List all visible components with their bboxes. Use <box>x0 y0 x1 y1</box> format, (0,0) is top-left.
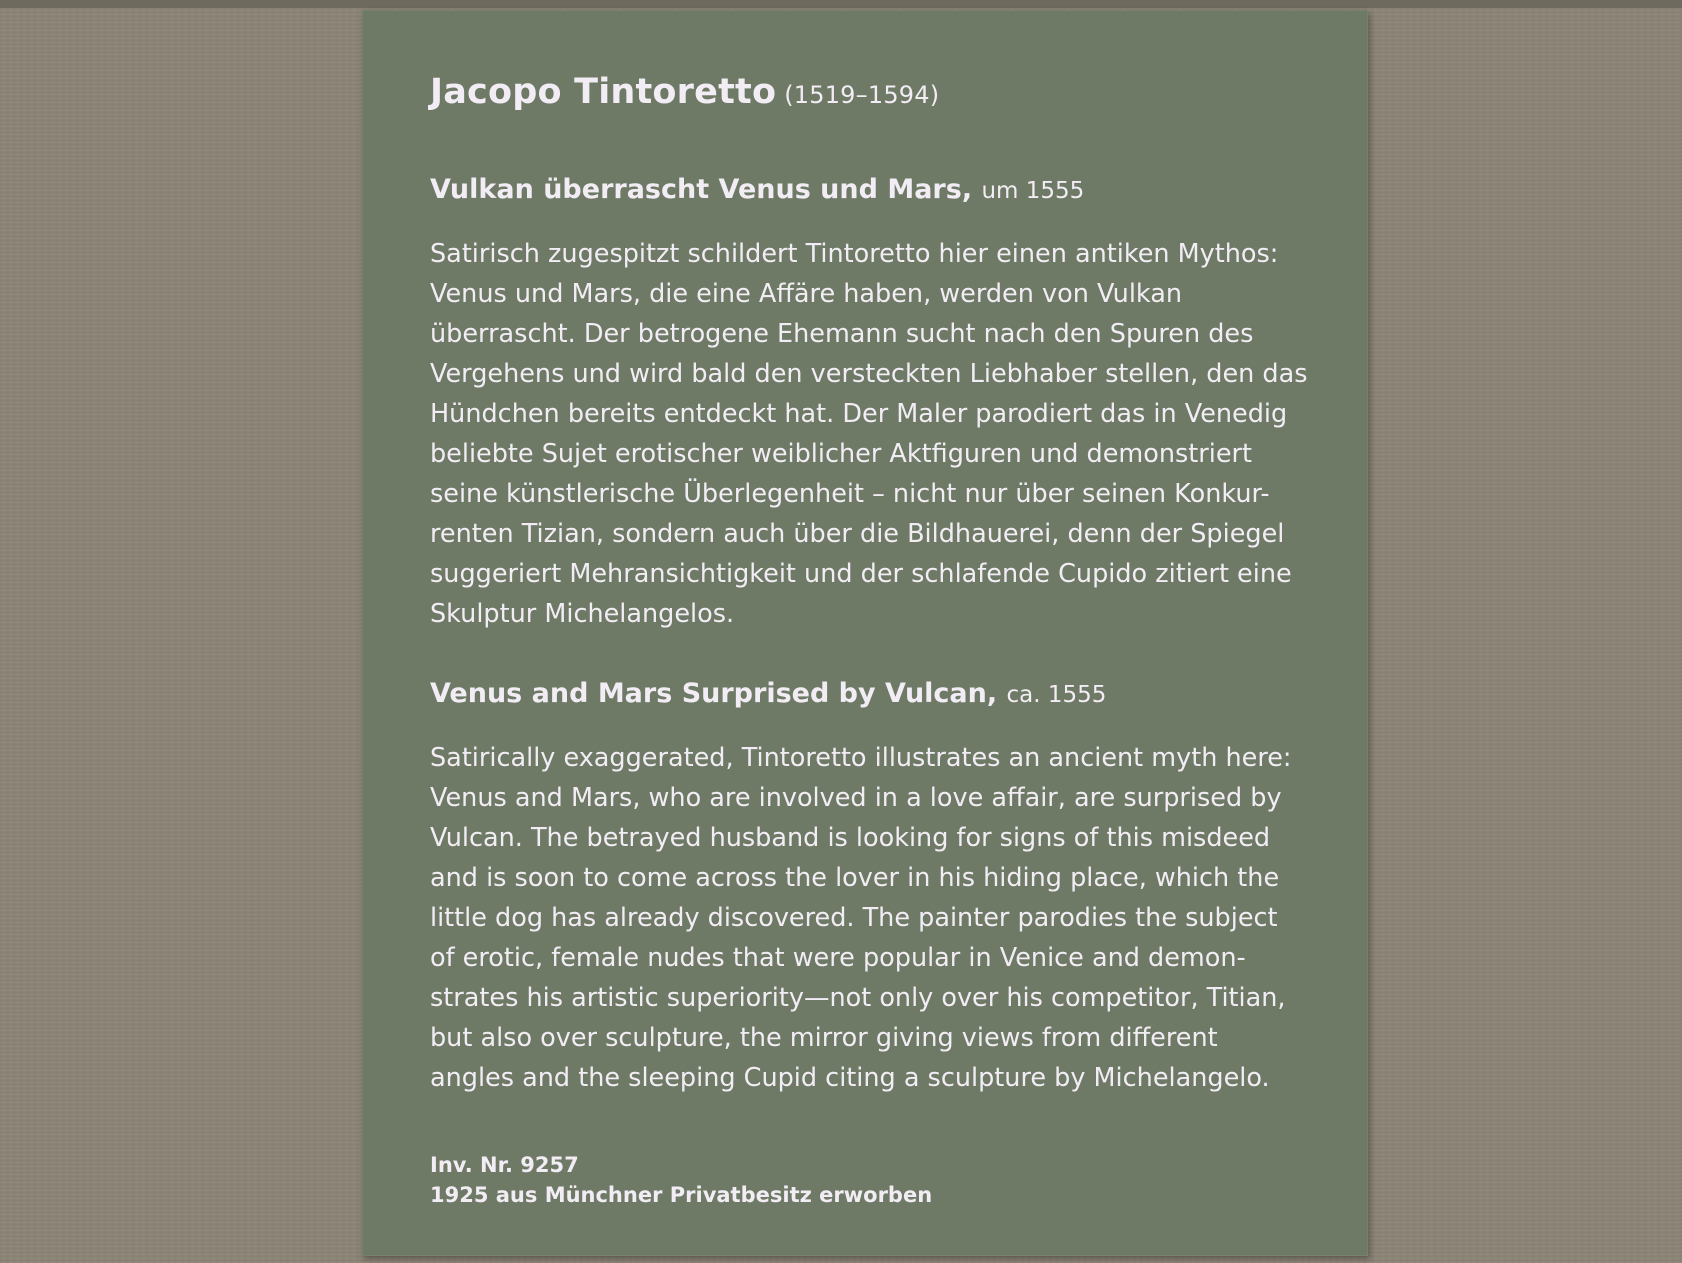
artist-heading <box>430 72 939 112</box>
artwork-title-english <box>430 678 1106 709</box>
text-line: of erotic, female nudes that were popular in Venice and demon- <box>430 943 1246 973</box>
text-line: renten Tizian, sondern auch über die Bildhauerei, denn der Spiegel <box>430 519 1285 549</box>
text-line: Satirically exaggerated, Tintoretto illustrates an ancient myth here: <box>430 743 1292 773</box>
text-line: suggeriert Mehransichtigkeit und der schlafende Cupido zitiert eine <box>430 559 1292 589</box>
museum-label-panel <box>362 10 1368 1256</box>
description-english <box>430 738 1292 1098</box>
inventory-number: Inv. Nr. 9257 <box>430 1153 579 1177</box>
collection-info <box>430 1150 932 1210</box>
artist-name: Jacopo Tintoretto <box>430 72 777 112</box>
artist-dates: (1519–1594) <box>784 81 940 109</box>
title-de-text: Vulkan überrascht Venus und Mars, <box>430 174 973 205</box>
text-line: little dog has already discovered. The painter parodies the subject <box>430 903 1278 933</box>
text-line: Skulptur Michelangelos. <box>430 599 735 629</box>
wall-edge <box>0 0 1682 8</box>
description-german <box>430 234 1308 634</box>
text-line: Hündchen bereits entdeckt hat. Der Maler parodiert das in Venedig <box>430 399 1288 429</box>
text-line: Vulcan. The betrayed husband is looking for signs of this misdeed <box>430 823 1271 853</box>
year-de: um 1555 <box>981 178 1085 204</box>
text-line: and is soon to come across the lover in his hiding place, which the <box>430 863 1280 893</box>
year-en: ca. 1555 <box>1006 682 1107 708</box>
text-line: Venus and Mars, who are involved in a love affair, are surprised by <box>430 783 1282 813</box>
text-line: but also over sculpture, the mirror giving views from different <box>430 1023 1218 1053</box>
text-line: seine künstlerische Überlegenheit – nicht nur über seinen Konkur- <box>430 479 1270 509</box>
text-line: strates his artistic superiority—not only over his competitor, Titian, <box>430 983 1286 1013</box>
text-line: Venus und Mars, die eine Affäre haben, werden von Vulkan <box>430 279 1183 309</box>
provenance-note: 1925 aus Münchner Privatbesitz erworben <box>430 1183 933 1207</box>
text-line: Vergehens und wird bald den versteckten Liebhaber stellen, den das <box>430 359 1308 389</box>
text-line: angles and the sleeping Cupid citing a sculpture by Michelangelo. <box>430 1063 1270 1093</box>
artwork-title-german <box>430 174 1084 205</box>
title-en-text: Venus and Mars Surprised by Vulcan, <box>430 678 998 709</box>
text-line: Satirisch zugespitzt schildert Tintoretto hier einen antiken Mythos: <box>430 239 1279 269</box>
text-line: überrascht. Der betrogene Ehemann sucht nach den Spuren des <box>430 319 1254 349</box>
text-line: beliebte Sujet erotischer weiblicher Aktfiguren und demonstriert <box>430 439 1253 469</box>
